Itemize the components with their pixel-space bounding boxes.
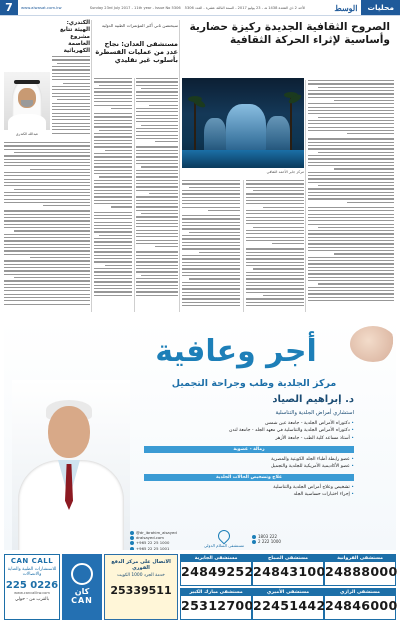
columnist-photo: [4, 72, 50, 130]
hospital-box[interactable]: [252, 554, 324, 586]
phone-number[interactable]: +965 22 25 1001: [136, 545, 170, 550]
main-headline: الصروح الثقافية الجديدة ركيزة حضارية وأساسية لإثراء الحركة الثقافية: [189, 21, 390, 46]
can-call-phone[interactable]: 225 0226: [5, 580, 59, 591]
booking-title: الاتصال على مركز الدفع الفوري: [111, 559, 171, 571]
hospital-phone[interactable]: 22451442: [253, 598, 326, 613]
booking-box[interactable]: [104, 554, 178, 620]
can-call-subtitle: للاستشارات الطبية والعناية والاتصالات: [7, 567, 57, 577]
clinic-advertisement[interactable]: [4, 320, 396, 550]
columnist-name: عبدالله الكندري: [15, 132, 39, 136]
hospital-logo: [200, 530, 248, 548]
membership-item: • عضو رابطة أطباء الجلد الكويتية والمصرية: [144, 456, 354, 463]
doctor-photo: [12, 380, 130, 550]
hospital-phone[interactable]: 24888000: [325, 564, 398, 579]
hospital-box[interactable]: [324, 554, 396, 586]
booking-subtitle: خدمة الجرد 1000 الكويت: [117, 573, 165, 578]
credential-item: • أستاذ مساعد كلية الطب - جامعة الأزهر: [144, 435, 354, 442]
second-story-col-2: [94, 78, 132, 312]
phone-number[interactable]: 2 222 1000: [258, 539, 281, 545]
photo-caption: مركز جابر الأحمد الثقافي: [266, 170, 304, 174]
service-item: • تشخيص وعلاج أمراض الجلدية والتناسلية: [144, 484, 354, 491]
main-story-col-1: [308, 80, 394, 312]
main-story-col-3: [182, 180, 240, 312]
ad-subtitle: مركز الجلدية وطب وجراحة التجميل: [171, 378, 337, 389]
can-logo-en: CAN: [71, 596, 93, 605]
hospital-box[interactable]: [252, 588, 324, 620]
ad-phones: [252, 534, 300, 544]
membership-bar: زمالة - عضوية: [144, 446, 354, 453]
main-story-col-2: [246, 180, 304, 312]
masthead: [0, 0, 400, 16]
hospital-name: مستشفى الفروانية: [325, 555, 395, 562]
credentials-list: [144, 420, 354, 442]
membership-item: • عضو الأكاديمية الأمريكية للجلدية والتجميل: [144, 463, 354, 470]
columnist-text: [4, 142, 90, 312]
hospital-name: مستشفى الأميري: [253, 589, 323, 596]
services-list: [144, 484, 354, 499]
newspaper-logo: الوسط: [334, 2, 358, 13]
hospital-name: مستشفى الرازي: [325, 589, 395, 596]
phone-number[interactable]: +965 22 25 1000: [136, 540, 170, 546]
hospital-name: مستشفى الجابرية: [181, 555, 251, 562]
instagram-handle[interactable]: @dr_ibrahim_alsayed: [136, 530, 177, 535]
can-call-website[interactable]: www.cancallkw.com: [14, 591, 50, 595]
phone-icon: [130, 541, 134, 545]
second-story-kicker: سيحتضن ثاني أكبر المؤتمرات الطبية الدولية: [101, 23, 178, 28]
issue-info-ar: الأحد 2 ذي القعدة 1438 هـ - 23 يوليو 2017 - السنة الثالثة عشرة - العدد 5306: [184, 5, 306, 10]
hospital-box[interactable]: [180, 588, 252, 620]
phone-icon: [252, 540, 256, 544]
columnist-text-top: [52, 56, 90, 140]
can-call-ad[interactable]: [4, 554, 60, 620]
services-bar: علاج وتشخيص الحالات الجلدية: [144, 474, 354, 481]
hospital-phone[interactable]: 24849252: [181, 564, 254, 579]
hospital-phone[interactable]: 24846000: [325, 598, 398, 613]
doctor-specialty: استشاري أمراض الجلدية والتناسلية: [275, 410, 354, 416]
service-item: • إجراء اختبارات حساسية الجلد: [144, 491, 354, 498]
doctor-name: د. إبراهيم الصياد: [272, 394, 354, 405]
can-call-area: بالقرب من - حولي: [14, 597, 50, 602]
hospital-phone[interactable]: 25312700: [181, 598, 254, 613]
can-logo: [62, 554, 102, 620]
phone-number[interactable]: 1803 222: [258, 534, 278, 539]
hospital-name: مستشفى مبارك الكبير: [181, 589, 251, 596]
hospital-logo-icon: [216, 528, 233, 545]
section-title: محليات: [361, 0, 400, 15]
fountain-photo: [182, 78, 304, 168]
second-story-headline: مستشفى العدان: نجاح عدد من عمليات القسطرة بأسلوب غير تقليدي: [95, 40, 178, 64]
issue-info: [65, 0, 331, 15]
issue-info-en: Sunday 23rd July 2017 - 11th year - Issue No 5306: [89, 5, 181, 10]
hospital-box[interactable]: [180, 554, 252, 586]
membership-list: [144, 456, 354, 471]
second-story-col-1: [136, 78, 178, 312]
phone-icon: [130, 547, 134, 550]
ad-social-contacts: [130, 530, 196, 550]
can-logo-icon: [71, 563, 93, 585]
can-logo-ar: كان: [74, 587, 90, 596]
website-link[interactable]: www.alwasat.com.kw: [21, 5, 62, 10]
page-number: 7: [0, 0, 18, 15]
hospital-box[interactable]: [324, 588, 396, 620]
hands-illustration: [350, 326, 396, 362]
credential-item: • دكتوراه الأمراض الجلدية - جامعة عين شمس: [144, 420, 354, 427]
bottom-banner: [4, 554, 396, 620]
hospital-name: مستشفى الصباح: [253, 555, 323, 562]
website-link[interactable]: dralsayed.com: [136, 535, 164, 541]
hospital-phone[interactable]: 24843100: [253, 564, 326, 579]
credential-item: • دكتوراه الأمراض الجلدية والتناسلية في معهد الجلد - جامعة لندن: [144, 427, 354, 434]
columnist-headline: الكندري: الهيئة تتابع مشروع العاصمة الكهربائية: [59, 20, 90, 54]
hospital-logo-text: مستشفى السلام الدولي: [203, 543, 245, 548]
can-call-title: CAN CALL: [10, 557, 54, 565]
booking-phone[interactable]: 25339511: [110, 584, 172, 597]
ad-title: أجر وعافية: [155, 334, 317, 369]
